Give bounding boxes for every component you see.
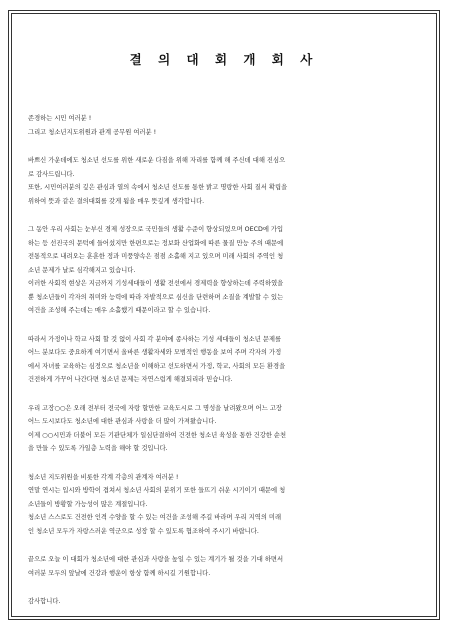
text-line: 청소년 스스로도 건전한 인격 수양을 할 수 있는 여건을 조성해 주길 바라며 우리 지역의 미래: [28, 514, 282, 521]
text-line: 전통적으로 내려오는 훈훈한 정과 미풍양속은 점점 소홀해 지고 있으며 미래 사회의 주역인 청: [28, 253, 284, 260]
text-line: 바쁘신 가운데에도 청소년 선도를 위한 새로운 다짐을 위해 자리를 함께 해 주신데 대해 진심으: [28, 157, 286, 164]
text-line: 또한, 시민여러분의 깊은 관심과 열의 속에서 청소년 선도를 통한 밝고 명랑한 사회 질서 확립을: [28, 184, 288, 191]
text-line: 끝으로 오늘 이 대회가 청소년에 대한 관심과 사랑을 높일 수 있는 계기가 될 것을 기대 하면서: [28, 556, 284, 563]
text-line: 우리 고장○○은 오래 전부터 전국에 자랑 할만한 교육도시로 그 명성을 날려왔으며 어느 고장: [28, 404, 282, 412]
text-line: 따라서 가정이나 학교 사회 할 것 없이 사회 각 분야에 종사하는 기성 세대들이 청소년 문제를: [28, 335, 282, 343]
text-line: 여러분 모두의 앞날에 건강과 행운이 항상 함께 하시길 기원합니다.: [28, 569, 211, 577]
text-line: 그리고 청소년지도위원과 관계 공무원 여러분 !: [28, 128, 157, 136]
text-line: 뿐 청소년들이 각자의 취미와 능력에 따라 자발적으로 심신을 단련하며 소질을 계발할 수 있는: [28, 293, 284, 301]
text-line: 이제 ○○시민과 더불어 모든 기관단체가 일심단결하여 건전한 청소년 육성을 통한 건강한 순천: [28, 431, 287, 439]
text-line: 위하여 뜻과 같은 결의대회를 갖게 됨을 매우 뜻깊게 생각합니다.: [28, 197, 205, 205]
paragraph: [28, 553, 420, 580]
document-title: 결 의 대 회 개 회 사: [129, 52, 319, 67]
paragraph: [28, 333, 420, 387]
text-line: 하는 등 선진국의 문턱에 들어섰지만 한편으로는 정보화 산업화에 따른 물질 만능 주의 때문에: [28, 239, 284, 247]
document-body: [28, 112, 420, 609]
text-line: 어느 도시보다도 청소년에 대한 관심과 사랑을 더 많이 가져왔습니다.: [28, 418, 217, 425]
text-line: 여건을 조성해 주는데는 매우 소홀했기 때문이라고 할 수 있습니다.: [28, 307, 211, 314]
text-line: 청소년 지도위원을 비롯한 각계 각층의 관계자 여러분 !: [28, 473, 179, 481]
text-line: 감사합니다.: [28, 598, 61, 605]
inner-border: [11, 13, 437, 617]
text-line: 어느 분보다도 중요하게 여기면서 올바른 생활자세와 모범적인 행동을 보여 주며 각자의 가정: [28, 349, 282, 356]
paragraph: [28, 402, 420, 456]
text-line: 이러한 사회적 현상은 지금까지 기성세대들이 생활 전선에서 경제력을 향상하는데 주력하였을: [28, 280, 284, 287]
paragraph: [28, 471, 420, 539]
text-line: 인 청소년 모두가 자랑스러운 역군으로 성장 할 수 있도록 협조하여 주시기 바랍니다.: [28, 527, 259, 535]
text-line: 연말 연시는 입시와 방학이 겹쳐서 청소년 사회의 분위기 또한 들뜨기 쉬운 시기이기 때문에 청: [28, 487, 286, 494]
text-line: 로 감사드립니다.: [28, 170, 75, 178]
paragraph: [28, 112, 420, 139]
text-line: 존경하는 시민 여러분 !: [28, 115, 92, 122]
text-line: 소년 문제가 날로 심각해지고 있습니다.: [28, 266, 136, 274]
outer-border: [8, 10, 440, 620]
paragraph: [28, 223, 420, 318]
text-line: 소년들이 방황할 가능성이 많은 계절입니다.: [28, 500, 148, 508]
text-line: 건전하게 가꾸어 나간다면 청소년 문제는 자연스럽게 해결되리라 믿습니다.: [28, 376, 233, 383]
paragraph: [28, 154, 420, 208]
text-line: 을 만들 수 있도록 가일층 노력을 해야 할 것입니다.: [28, 445, 168, 452]
text-line: 에서 자녀를 교육하는 심정으로 청소년을 이해하고 선도하면서 가정, 학교, 사회의 모든 환경을: [28, 362, 286, 370]
paragraph: [28, 595, 420, 609]
text-line: 그 동안 우리 사회는 눈부신 경제 성장으로 국민들의 생활 수준이 향상되었으며 OECD에 가입: [28, 226, 284, 233]
